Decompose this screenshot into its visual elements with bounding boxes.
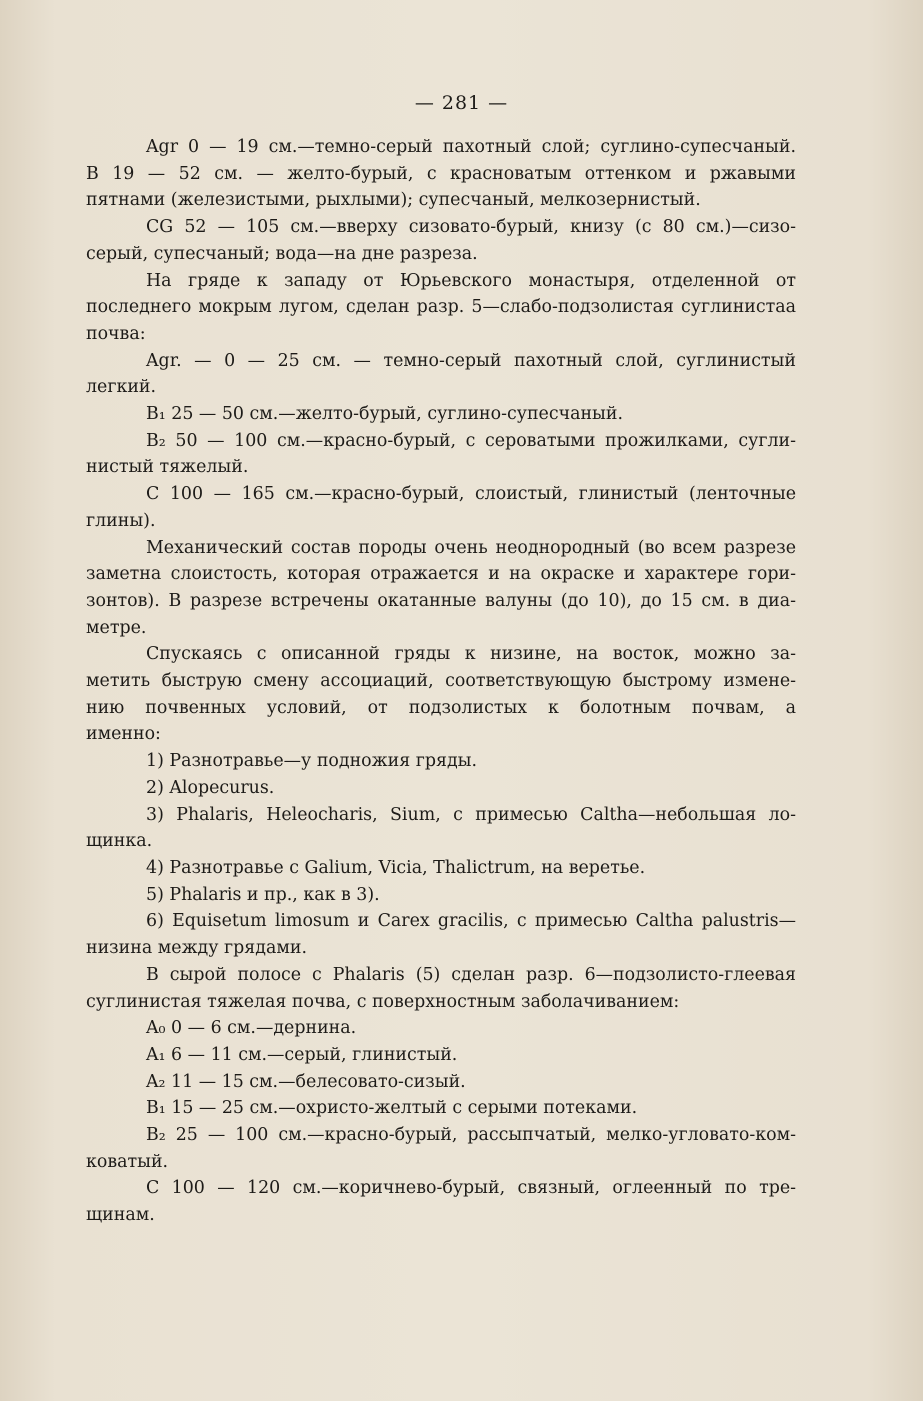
text-line: A₂ 11 — 15 см.—белесовато-сизый. [146, 1071, 466, 1092]
text-line: 4) Разнотравье с Galium, Vicia, Thalictrum, на веретье. [146, 857, 646, 878]
text-line: B₂ 25 — 100 см.—красно-бурый, рассыпчатый, мелко-угловато-ком- [146, 1125, 796, 1146]
text-line: Agr. — 0 — 25 см. — темно-серый пахотный слой, суглинистый [146, 350, 796, 371]
text-line: С 100 — 120 см.—коричнево-бурый, связный, оглеенный по тре- [146, 1178, 796, 1199]
text-line: заметна слоистость, которая отражается и на окраске и характере гори- [86, 564, 796, 585]
body-text [86, 134, 796, 1229]
text-line: именно: [86, 724, 161, 745]
text-line: глины). [86, 510, 156, 531]
text-line: 1) Разнотравье—у подножия гряды. [146, 751, 478, 772]
text-line: A₀ 0 — 6 см.—дернина. [146, 1018, 357, 1039]
text-line: Agr 0 — 19 см.—темно-серый пахотный слой; суглино-супесчаный. [146, 137, 796, 157]
text-line: 3) Phalaris, Heleocharis, Sium, с примесью Caltha—небольшая ло- [146, 804, 796, 825]
text-line: легкий. [86, 377, 157, 398]
text-line: метить быструю смену ассоциаций, соответствующую быстрому измене- [86, 671, 796, 692]
text-line: нию почвенных условий, от подзолистых к болотным почвам, а [86, 697, 796, 718]
text-line: последнего мокрым лугом, сделан разр. 5—слабо-подзолистая суглинистаа [86, 297, 796, 318]
text-line: щинам. [86, 1205, 155, 1226]
text-line: низина между грядами. [86, 938, 307, 959]
text-line: нистый тяжелый. [86, 457, 249, 478]
text-line: 2) Alopecurus. [146, 777, 275, 798]
text-line: почва: [86, 323, 146, 344]
text-line: суглинистая тяжелая почва, с поверхностным заболачиванием: [86, 991, 680, 1012]
text-line: метре. [86, 617, 147, 638]
text-line: коватый. [86, 1151, 169, 1172]
text-line: Механический состав породы очень неоднородный (во всем разрезе [146, 537, 796, 558]
text-line: CG 52 — 105 см.—вверху сизовато-бурый, книзу (с 80 см.)—сизо- [146, 217, 796, 238]
text-line: пятнами (железистыми, рыхлыми); супесчаный, мелкозернистый. [86, 190, 701, 211]
text-line: На гряде к западу от Юрьевского монастыря, отделенной от [146, 270, 796, 291]
text-line: зонтов). В разрезе встречены окатанные валуны (до 10), до 15 см. в диа- [86, 590, 796, 611]
text-line: Спускаясь с описанной гряды к низине, на восток, можно за- [146, 644, 796, 665]
text-line: A₁ 6 — 11 см.—серый, глинистый. [146, 1044, 458, 1065]
text-line: B₂ 50 — 100 см.—красно-бурый, с сероватыми прожилками, сугли- [146, 430, 796, 451]
page-number: — 281 — [414, 92, 509, 114]
text-line: 5) Phalaris и пр., как в 3). [146, 884, 380, 905]
text-line: С 100 — 165 см.—красно-бурый, слоистый, глинистый (ленточные [146, 484, 796, 505]
text-line: 6) Equisetum limosum и Carex gracilis, с примесью Caltha palustris— [146, 911, 796, 932]
text-line: В 19 — 52 см. — желто-бурый, с красноватым оттенком и ржавыми [86, 163, 796, 184]
text-line: B₁ 25 — 50 см.—желто-бурый, суглино-супесчаный. [146, 404, 623, 425]
text-line: B₁ 15 — 25 см.—охристо-желтый с серыми потеками. [146, 1098, 638, 1119]
text-line: щинка. [86, 831, 153, 852]
text-line: серый, супесчаный; вода—на дне разреза. [86, 243, 478, 264]
text-line: В сырой полосе с Phalaris (5) сделан разр. 6—подзолисто-глеевая [146, 964, 796, 985]
